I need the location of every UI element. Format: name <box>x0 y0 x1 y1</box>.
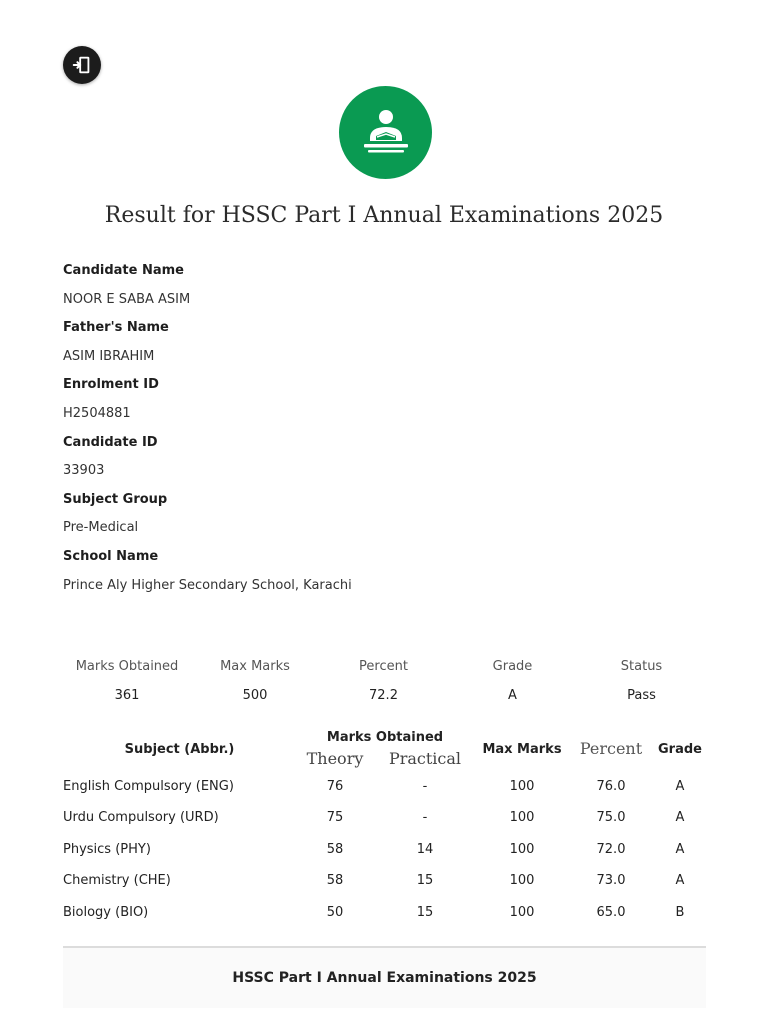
enrolment-id: H2504881 <box>63 405 131 421</box>
summary-max-marks: 500 <box>242 688 268 703</box>
summary-value-row <box>63 681 706 710</box>
candidate-info <box>63 262 703 605</box>
header-subject: Subject (Abbr.) <box>124 742 235 757</box>
table-row <box>63 771 706 802</box>
subject-name: Chemistry (CHE) <box>63 873 171 889</box>
header-practical: Practical <box>388 749 462 768</box>
school-name-label: School Name <box>63 548 159 564</box>
max-marks: 100 <box>509 841 535 857</box>
table-row <box>63 834 706 865</box>
header-theory: Theory <box>306 749 364 768</box>
footer <box>63 948 706 1008</box>
candidate-name: NOOR E SABA ASIM <box>63 291 191 307</box>
exit-door-icon <box>71 54 93 76</box>
exit-button[interactable] <box>63 46 101 84</box>
summary-status: Pass <box>627 688 656 703</box>
theory-marks: 58 <box>326 873 344 889</box>
grade: A <box>675 873 685 889</box>
father-name: ASIM IBRAHIM <box>63 348 155 364</box>
summary-grade: A <box>508 688 517 703</box>
summary-header-row <box>63 652 706 681</box>
percent: 72.0 <box>596 841 626 857</box>
grade: A <box>675 841 685 857</box>
percent: 76.0 <box>596 779 626 794</box>
grade: B <box>675 904 685 920</box>
summary-header-max-marks: Max Marks <box>220 659 290 674</box>
grade: A <box>675 779 685 794</box>
table-row <box>63 865 706 896</box>
theory-marks: 58 <box>326 841 344 857</box>
practical-marks: - <box>422 779 428 794</box>
father-name-label: Father's Name <box>63 320 169 336</box>
subject-name: English Compulsory (ENG) <box>63 779 234 794</box>
header-max-marks: Max Marks <box>482 742 562 757</box>
practical-marks: 14 <box>416 841 434 857</box>
percent: 73.0 <box>596 873 626 889</box>
summary-header-grade: Grade <box>492 659 533 674</box>
header-marks-obtained: Marks Obtained <box>326 730 444 745</box>
table-row <box>63 897 706 928</box>
summary-header-status: Status <box>620 659 663 674</box>
candidate-id-label: Candidate ID <box>63 434 158 450</box>
percent: 65.0 <box>596 904 626 920</box>
grade: A <box>675 810 685 826</box>
result-summary <box>63 652 706 710</box>
summary-header-percent: Percent <box>359 659 408 674</box>
subject-name: Urdu Compulsory (URD) <box>63 810 219 826</box>
enrolment-id-label: Enrolment ID <box>63 377 159 393</box>
candidate-id: 33903 <box>63 463 105 479</box>
board-logo <box>339 86 432 179</box>
student-reading-icon <box>356 108 416 158</box>
summary-marks-obtained: 361 <box>114 688 140 703</box>
subject-name: Biology (BIO) <box>63 904 149 920</box>
summary-percent: 72.2 <box>369 688 398 703</box>
table-row <box>63 802 706 833</box>
max-marks: 100 <box>509 873 535 889</box>
school-name: Prince Aly Higher Secondary School, Karachi <box>63 577 352 593</box>
header-grade: Grade <box>658 742 702 757</box>
header-percent: Percent <box>579 739 643 758</box>
theory-marks: 76 <box>326 779 344 794</box>
marks-table-header <box>63 728 706 772</box>
theory-marks: 50 <box>326 904 344 920</box>
footer-title: HSSC Part I Annual Examinations 2025 <box>232 970 537 986</box>
marks-table-body <box>63 771 706 928</box>
max-marks: 100 <box>509 904 535 920</box>
practical-marks: 15 <box>416 873 434 889</box>
theory-marks: 75 <box>326 810 344 826</box>
candidate-name-label: Candidate Name <box>63 263 184 278</box>
summary-header-marks-obtained: Marks Obtained <box>75 659 179 674</box>
max-marks: 100 <box>509 810 535 826</box>
practical-marks: - <box>422 810 428 826</box>
practical-marks: 15 <box>416 904 434 920</box>
percent: 75.0 <box>596 810 626 826</box>
subject-group: Pre-Medical <box>63 520 139 536</box>
page-title: Result for HSSC Part I Annual Examinations 2025 <box>104 203 664 228</box>
subject-group-label: Subject Group <box>63 491 168 507</box>
subject-name: Physics (PHY) <box>63 841 151 857</box>
max-marks: 100 <box>509 779 535 794</box>
